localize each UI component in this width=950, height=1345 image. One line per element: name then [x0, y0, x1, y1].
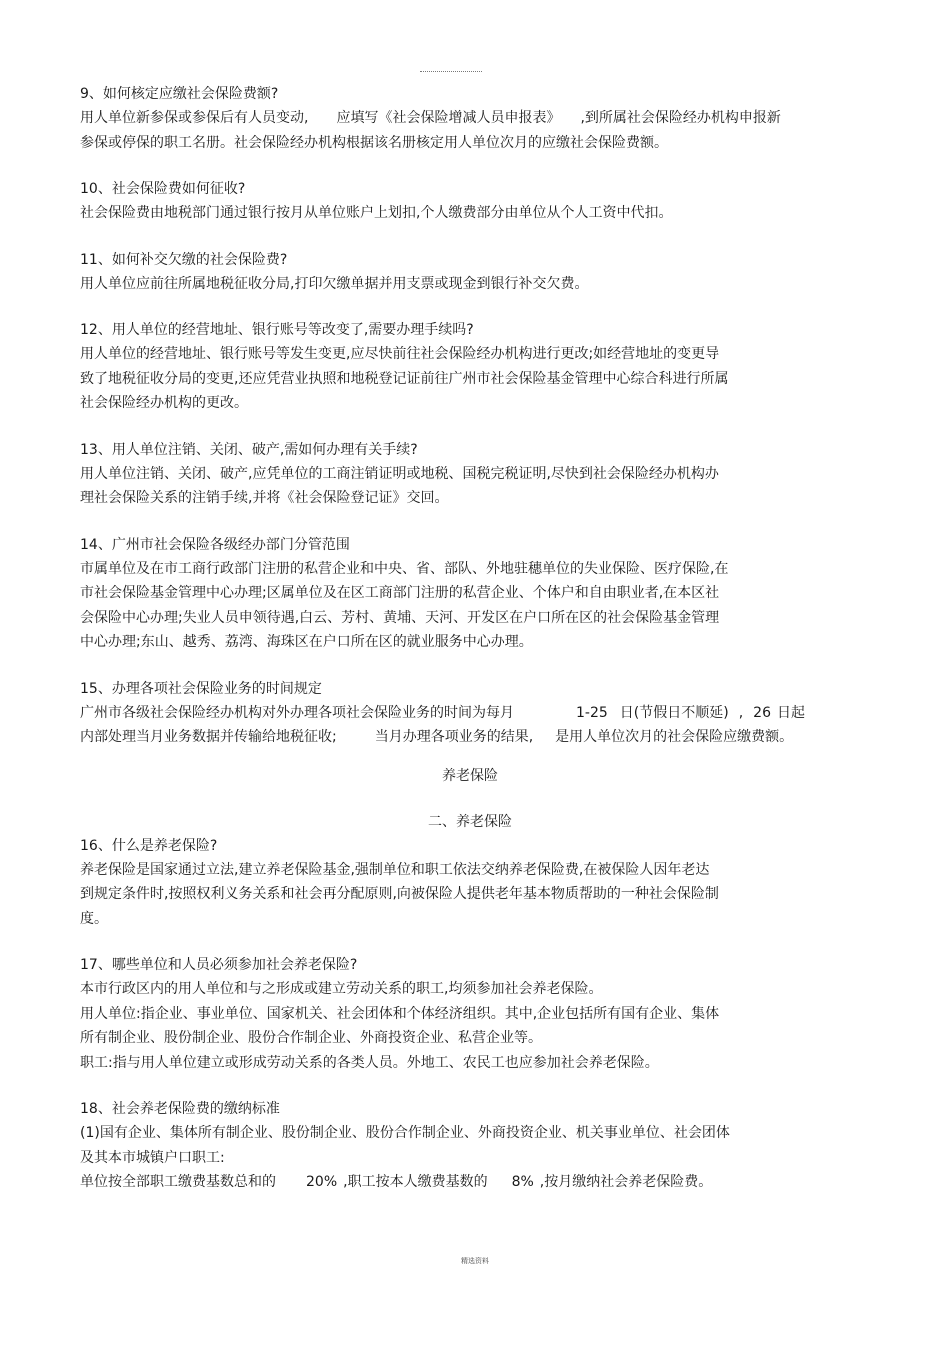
section-16: [80, 834, 880, 932]
question-11: 11、如何补交欠缴的社会保险费?: [80, 251, 288, 268]
employee-rate: 8%: [511, 1174, 534, 1190]
answer-15-part-f: 日起: [777, 704, 805, 721]
answer-9-part-c: ,到所属社会保险经办机构申报新: [580, 110, 781, 126]
answer-14-line-3: 会保险中心办理;失业人员申领待遇,白云、芳村、黄埔、天河、开发区在户口所在区的社会保险基金管理: [80, 609, 720, 626]
answer-17-line-4: 职工:指与用人单位建立或形成劳动关系的各类人员。外地工、农民工也应参加社会养老保险。: [80, 1054, 659, 1071]
section-17: [80, 953, 880, 1075]
section-15: [80, 677, 880, 750]
answer-18-line-3: [80, 1170, 880, 1195]
section-12: [80, 318, 880, 416]
answer-15-days: 1-25: [576, 704, 608, 721]
answer-9-line-1: [80, 106, 880, 131]
answer-18-line-2: 及其本市城镇户口职工:: [80, 1149, 225, 1166]
answer-14-line-2: 市社会保险基金管理中心办理;区属单位及在区工商部门注册的私营企业、个体户和自由职业者,在本区社: [80, 585, 720, 601]
section-13: [80, 438, 880, 511]
document-body: [80, 82, 880, 1217]
answer-15-comma: ,: [738, 704, 744, 721]
heading-part-two-pension: 二、养老保险: [428, 813, 512, 830]
question-10: 10、社会保险费如何征收?: [80, 181, 246, 197]
heading-pension: 养老保险: [442, 767, 498, 784]
answer-15-part-i: 是用人单位次月的社会保险应缴费额。: [555, 729, 794, 745]
question-15: 15、办理各项社会保险业务的时间规定: [80, 680, 322, 697]
answer-12-line-2: 致了地税征收分局的变更,还应凭营业执照和地税登记证前往广州市社会保险基金管理中心综合科进行所属: [80, 370, 729, 387]
question-14: 14、广州市社会保险各级经办部门分管范围: [80, 536, 350, 553]
section-18: [80, 1097, 880, 1195]
answer-15-line-1: [80, 701, 880, 726]
employer-rate: 20%: [306, 1174, 338, 1190]
answer-17-line-1: 本市行政区内的用人单位和与之形成或建立劳动关系的职工,均须参加社会养老保险。: [80, 981, 603, 997]
answer-10: 社会保险费由地税部门通过银行按月从单位账户上划扣,个人缴费部分由单位从个人工资中代扣。: [80, 205, 673, 221]
answer-14-line-1: 市属单位及在市工商行政部门注册的私营企业和中央、省、部队、外地驻穗单位的失业保险、医疗保险,在: [80, 560, 729, 577]
answer-15-part-g: 内部处理当月业务数据并传输给地税征收;: [80, 729, 337, 745]
answer-16-line-2: 到规定条件时,按照权利义务关系和社会再分配原则,向被保险人提供老年基本物质帮助的一种社会保险制: [80, 886, 719, 902]
answer-14-line-4: 中心办理;东山、越秀、荔湾、海珠区在户口所在区的就业服务中心办理。: [80, 634, 533, 650]
answer-15-day-26: 26: [753, 704, 771, 721]
question-12: 12、用人单位的经营地址、银行账号等改变了,需要办理手续吗?: [80, 322, 474, 338]
answer-9-part-a: 用人单位新参保或参保后有人员变动,: [80, 110, 309, 126]
answer-12-line-3: 社会保险经办机构的更改。: [80, 395, 248, 411]
answer-17-line-2: 用人单位:指企业、事业单位、国家机关、社会团体和个体经济组织。其中,企业包括所有国有企业、集体: [80, 1005, 720, 1022]
section-10: [80, 177, 880, 226]
question-17: 17、哪些单位和人员必须参加社会养老保险?: [80, 957, 358, 973]
answer-13-line-2: 理社会保险关系的注销手续,并将《社会保险登记证》交回。: [80, 490, 449, 506]
answer-16-line-3: 度。: [80, 910, 108, 927]
answer-13-line-1: 用人单位注销、关闭、破产,应凭单位的工商注销证明或地税、国税完税证明,尽快到社会保险经办机构办: [80, 465, 719, 482]
answer-18-part-a: 单位按全部职工缴费基数总和的: [80, 1174, 276, 1190]
section-9: [80, 82, 880, 155]
answer-15-part-c: 日(节假日不顺延): [619, 704, 729, 721]
answer-15-line-2: [80, 725, 880, 750]
answer-18-line-1: (1)国有企业、集体所有制企业、股份制企业、股份合作制企业、外商投资企业、机关事业单位、社会团体: [80, 1125, 730, 1141]
answer-18-part-c: ,职工按本人缴费基数的: [343, 1174, 488, 1190]
question-13: 13、用人单位注销、关闭、破产,需如何办理有关手续?: [80, 441, 418, 458]
answer-15-part-a: 广州市各级社会保险经办机构对外办理各项社会保险业务的时间为每月: [80, 704, 514, 721]
answer-17-line-3: 所有制企业、股份制企业、股份合作制企业、外商投资企业、私营企业等。: [80, 1030, 542, 1046]
section-11: [80, 248, 880, 297]
answer-15-part-h: 当月办理各项业务的结果,: [374, 729, 534, 745]
section-14: [80, 533, 880, 655]
answer-18-part-e: ,按月缴纳社会养老保险费。: [539, 1174, 713, 1190]
answer-16-line-1: 养老保险是国家通过立法,建立养老保险基金,强制单位和职工依法交纳养老保险费,在被保险人因年老达: [80, 861, 710, 878]
question-16: 16、什么是养老保险?: [80, 837, 218, 854]
answer-9-line-2: 参保或停保的职工名册。社会保险经办机构根据该名册核定用人单位次月的应缴社会保险费额。: [80, 134, 668, 151]
question-18: 18、社会养老保险费的缴纳标准: [80, 1101, 280, 1117]
answer-9-part-b: 应填写《社会保险增减人员申报表》: [336, 110, 561, 126]
answer-11: 用人单位应前往所属地税征收分局,打印欠缴单据并用支票或现金到银行补交欠费。: [80, 275, 589, 292]
question-9: 9、如何核定应缴社会保险费额?: [80, 86, 279, 102]
page-footer: 精选资料: [461, 1257, 489, 1265]
header-rule: [420, 71, 482, 72]
answer-12-line-1: 用人单位的经营地址、银行账号等发生变更,应尽快前往社会保险经办机构进行更改;如经营地址的变更导: [80, 346, 720, 362]
